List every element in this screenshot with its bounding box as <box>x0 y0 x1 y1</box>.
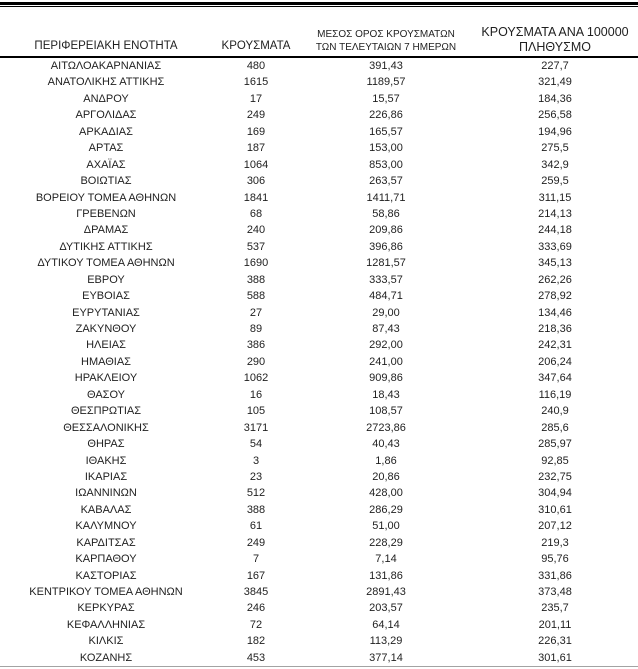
cases-cell: 246 <box>246 602 266 615</box>
avg7-cell: 2891,43 <box>366 586 406 598</box>
avg7-cell: 29,00 <box>372 306 400 319</box>
region-cell: ΒΟΡΕΙΟΥ ΤΟΜΕΑ ΑΘΗΝΩΝ <box>35 191 177 204</box>
table-row <box>0 420 638 436</box>
region-cell: ΚΕΝΤΡΙΚΟΥ ΤΟΜΕΑ ΑΘΗΝΩΝ <box>29 586 183 598</box>
cases-cell: 386 <box>246 339 266 352</box>
cases-cell: 3171 <box>243 421 269 434</box>
table-row <box>0 321 638 337</box>
region-cell: ΚΕΡΚΥΡΑΣ <box>77 602 135 615</box>
column-header-region-label: ΠΕΡΙΦΕΡΕΙΑΚΗ ΕΝΟΤΗΤΑ <box>34 40 178 53</box>
per100k-cell: 235,7 <box>541 602 569 615</box>
region-cell: ΘΕΣΠΡΩΤΙΑΣ <box>70 405 142 418</box>
per100k-cell: 244,18 <box>538 224 572 237</box>
table-row <box>0 157 638 173</box>
region-cell: ΒΟΙΩΤΙΑΣ <box>80 175 132 188</box>
avg7-cell: 64,14 <box>372 618 400 631</box>
region-cell: ΗΜΑΘΙΑΣ <box>81 355 131 368</box>
cases-cell: 169 <box>246 125 266 138</box>
region-cell: ΕΒΡΟΥ <box>87 273 125 286</box>
per100k-cell: 304,94 <box>538 487 572 500</box>
avg7-cell: 51,00 <box>372 520 400 533</box>
avg7-cell: 484,71 <box>369 290 403 303</box>
region-cell: ΑΡΓΟΛΙΔΑΣ <box>75 109 137 122</box>
table-row <box>0 305 638 321</box>
per100k-cell: 207,12 <box>538 520 572 533</box>
region-cell: ΚΑΡΠΑΘΟΥ <box>75 553 137 566</box>
cases-cell: 1690 <box>243 257 269 270</box>
avg7-cell: 58,86 <box>372 207 400 220</box>
per100k-cell: 278,92 <box>538 290 572 303</box>
region-cell: ΙΘΑΚΗΣ <box>85 454 127 467</box>
table-row <box>0 173 638 189</box>
regional-cases-table <box>0 7 638 666</box>
region-cell: ΔΥΤΙΚΗΣ ΑΤΤΙΚΗΣ <box>59 240 153 253</box>
avg7-cell: 20,86 <box>372 470 400 483</box>
cases-cell: 480 <box>246 60 266 72</box>
avg7-cell: 113,29 <box>369 635 403 648</box>
region-cell: ΚΑΛΥΜΝΟΥ <box>75 520 137 533</box>
table-row <box>0 518 638 534</box>
per100k-cell: 226,31 <box>538 635 572 648</box>
avg7-cell: 1281,57 <box>366 257 406 270</box>
avg7-cell: 241,00 <box>369 355 403 368</box>
cases-cell: 17 <box>249 92 263 105</box>
per100k-cell: 345,13 <box>538 257 572 270</box>
cases-cell: 249 <box>246 536 266 549</box>
table-row <box>0 222 638 238</box>
avg7-cell: 15,57 <box>372 92 400 105</box>
table-row <box>0 469 638 485</box>
avg7-cell: 263,57 <box>369 175 403 188</box>
cases-cell: 54 <box>249 438 263 451</box>
table-row <box>0 568 638 584</box>
cases-cell: 27 <box>249 306 263 319</box>
table-row <box>0 387 638 403</box>
table-row <box>0 535 638 551</box>
cases-cell: 249 <box>246 109 266 122</box>
column-header-cases <box>212 7 300 57</box>
avg7-cell: 286,29 <box>369 503 403 516</box>
table-row <box>0 600 638 616</box>
cases-cell: 89 <box>249 323 263 335</box>
cases-cell: 512 <box>246 487 266 500</box>
per100k-cell: 184,36 <box>538 92 572 105</box>
per100k-cell: 373,48 <box>538 586 572 598</box>
column-header-region <box>0 7 212 57</box>
cases-cell: 61 <box>249 520 263 533</box>
per100k-cell: 285,6 <box>541 421 569 434</box>
table-body <box>0 57 638 666</box>
per100k-cell: 242,31 <box>538 339 572 352</box>
region-cell: ΑΧΑΪΑΣ <box>86 158 126 171</box>
avg7-cell: 40,43 <box>372 438 400 451</box>
per100k-cell: 311,15 <box>538 191 572 204</box>
avg7-cell: 1189,57 <box>366 76 406 89</box>
cases-cell: 68 <box>249 207 263 220</box>
avg7-cell: 333,57 <box>369 273 403 286</box>
per100k-cell: 301,61 <box>538 651 572 664</box>
avg7-cell: 1411,71 <box>366 191 406 204</box>
region-cell: ΚΙΛΚΙΣ <box>88 635 124 648</box>
cases-cell: 588 <box>246 290 266 303</box>
column-header-avg7-line2: ΤΩΝ ΤΕΛΕΥΤΑΙΩΝ 7 ΗΜΕΡΩΝ <box>315 42 457 53</box>
region-cell: ΚΕΦΑΛΛΗΝΙΑΣ <box>66 618 146 631</box>
cases-cell: 16 <box>249 388 263 401</box>
per100k-cell: 256,58 <box>538 109 572 122</box>
avg7-cell: 1,86 <box>375 454 397 467</box>
per100k-cell: 321,49 <box>538 76 572 89</box>
table-row <box>0 288 638 304</box>
cases-cell: 167 <box>246 569 266 582</box>
region-cell: ΘΑΣΟΥ <box>86 388 126 401</box>
region-cell: ΗΡΑΚΛΕΙΟΥ <box>74 372 138 385</box>
region-cell: ΚΑΣΤΟΡΙΑΣ <box>75 569 137 582</box>
cases-cell: 7 <box>252 553 260 566</box>
per100k-cell: 214,13 <box>538 207 572 220</box>
table-header <box>0 7 638 57</box>
region-cell: ΘΕΣΣΑΛΟΝΙΚΗΣ <box>63 421 149 434</box>
avg7-cell: 853,00 <box>369 158 403 171</box>
table-row <box>0 370 638 386</box>
cases-cell: 187 <box>246 142 266 155</box>
region-cell: ΔΥΤΙΚΟΥ ΤΟΜΕΑ ΑΘΗΝΩΝ <box>37 257 175 270</box>
per100k-cell: 275,5 <box>541 142 569 155</box>
cases-cell: 290 <box>246 355 266 368</box>
table-row <box>0 354 638 370</box>
avg7-cell: 7,14 <box>375 553 397 566</box>
table-row <box>0 650 638 666</box>
table-row <box>0 337 638 353</box>
per100k-cell: 201,11 <box>538 618 572 631</box>
per100k-cell: 310,61 <box>538 503 572 516</box>
table-row <box>0 107 638 123</box>
avg7-cell: 226,86 <box>369 109 403 122</box>
avg7-cell: 909,86 <box>369 372 403 385</box>
table-row <box>0 124 638 140</box>
region-cell: ΚΟΖΑΝΗΣ <box>79 651 133 664</box>
per100k-cell: 262,26 <box>538 273 572 286</box>
cases-cell: 182 <box>246 635 266 648</box>
region-cell: ΗΛΕΙΑΣ <box>86 339 126 352</box>
avg7-cell: 292,00 <box>369 339 403 352</box>
cases-cell: 1615 <box>243 76 269 89</box>
cases-cell: 537 <box>246 240 266 253</box>
table-bottom-border <box>0 666 638 667</box>
region-cell: ΙΚΑΡΙΑΣ <box>84 470 128 483</box>
cases-cell: 3845 <box>243 586 269 598</box>
region-cell: ΕΥΡΥΤΑΝΙΑΣ <box>72 306 140 319</box>
column-header-per100k-line1: ΚΡΟΥΣΜΑΤΑ ΑΝΑ 100000 <box>481 25 629 40</box>
avg7-cell: 108,57 <box>369 405 403 418</box>
region-cell: ΔΡΑΜΑΣ <box>83 224 129 237</box>
avg7-cell: 165,57 <box>369 125 403 138</box>
per100k-cell: 240,9 <box>541 405 569 418</box>
avg7-cell: 203,57 <box>369 602 403 615</box>
per100k-cell: 194,96 <box>538 125 572 138</box>
header-row <box>0 7 638 57</box>
avg7-cell: 377,14 <box>369 651 403 664</box>
table-row <box>0 57 638 74</box>
region-cell: ΓΡΕΒΕΝΩΝ <box>76 207 136 220</box>
per100k-cell: 259,5 <box>541 175 569 188</box>
per100k-cell: 95,76 <box>541 553 569 566</box>
avg7-cell: 396,86 <box>369 240 403 253</box>
column-header-avg7-line1: ΜΕΣΟΣ ΟΡΟΣ ΚΡΟΥΣΜΑΤΩΝ <box>317 29 455 40</box>
table-row <box>0 453 638 469</box>
region-cell: ΑΡΚΑΔΙΑΣ <box>79 125 133 138</box>
table-row <box>0 633 638 649</box>
avg7-cell: 131,86 <box>369 569 403 582</box>
per100k-cell: 347,64 <box>538 372 572 385</box>
per100k-cell: 331,86 <box>538 569 572 582</box>
avg7-cell: 209,86 <box>369 224 403 237</box>
per100k-cell: 232,75 <box>538 470 572 483</box>
per100k-cell: 342,9 <box>541 158 569 171</box>
table-row <box>0 255 638 271</box>
avg7-cell: 18,43 <box>372 388 400 401</box>
region-cell: ΑΙΤΩΛΟΑΚΑΡΝΑΝΙΑΣ <box>50 60 162 72</box>
per100k-cell: 206,24 <box>538 355 572 368</box>
region-cell: ΘΗΡΑΣ <box>87 438 125 451</box>
column-header-per100k-line2: ΠΛΗΘΥΣΜΟ <box>519 39 591 54</box>
table-row <box>0 239 638 255</box>
cases-cell: 1064 <box>243 158 269 171</box>
cases-cell: 23 <box>249 470 263 483</box>
cases-cell: 240 <box>246 224 266 237</box>
table-row <box>0 91 638 107</box>
table-row <box>0 74 638 90</box>
table-row <box>0 206 638 222</box>
table-row <box>0 403 638 419</box>
table-row <box>0 617 638 633</box>
table-row <box>0 272 638 288</box>
avg7-cell: 428,00 <box>369 487 403 500</box>
table-row <box>0 485 638 501</box>
avg7-cell: 153,00 <box>369 142 403 155</box>
per100k-cell: 218,36 <box>538 323 572 335</box>
region-cell: ΚΑΒΑΛΑΣ <box>80 503 132 516</box>
region-cell: ΖΑΚΥΝΘΟΥ <box>75 323 137 335</box>
avg7-cell: 2723,86 <box>366 421 406 434</box>
cases-cell: 306 <box>246 175 266 188</box>
region-cell: ΚΑΡΔΙΤΣΑΣ <box>76 536 136 549</box>
column-header-per100k <box>472 7 638 57</box>
avg7-cell: 228,29 <box>369 536 403 549</box>
per100k-cell: 219,3 <box>541 536 569 549</box>
cases-cell: 388 <box>246 273 266 286</box>
cases-cell: 105 <box>246 405 266 418</box>
per100k-cell: 227,7 <box>541 60 569 72</box>
cases-cell: 453 <box>246 651 266 664</box>
table-row <box>0 190 638 206</box>
column-header-avg7 <box>300 7 472 57</box>
avg7-cell: 87,43 <box>372 323 400 335</box>
table-row <box>0 551 638 567</box>
per100k-cell: 116,19 <box>538 388 572 401</box>
region-cell: ΑΝΔΡΟΥ <box>83 92 129 105</box>
cases-cell: 388 <box>246 503 266 516</box>
cases-cell: 72 <box>249 618 263 631</box>
avg7-cell: 391,43 <box>369 60 403 72</box>
column-header-cases-label: ΚΡΟΥΣΜΑΤΑ <box>221 40 291 53</box>
region-cell: ΑΝΑΤΟΛΙΚΗΣ ΑΤΤΙΚΗΣ <box>47 76 165 89</box>
cases-cell: 1841 <box>243 191 269 204</box>
per100k-cell: 92,85 <box>541 454 569 467</box>
table-row <box>0 502 638 518</box>
region-cell: ΕΥΒΟΙΑΣ <box>82 290 130 303</box>
table-row <box>0 436 638 452</box>
region-cell: ΙΩΑΝΝΙΝΩΝ <box>75 487 137 500</box>
per100k-cell: 134,46 <box>538 306 572 319</box>
per100k-cell: 333,69 <box>538 240 572 253</box>
region-cell: ΑΡΤΑΣ <box>88 142 124 155</box>
cases-cell: 1062 <box>243 372 269 385</box>
per100k-cell: 285,97 <box>538 438 572 451</box>
table-row <box>0 584 638 600</box>
cases-cell: 3 <box>252 454 260 467</box>
table-row <box>0 140 638 156</box>
report-page <box>0 2 638 667</box>
